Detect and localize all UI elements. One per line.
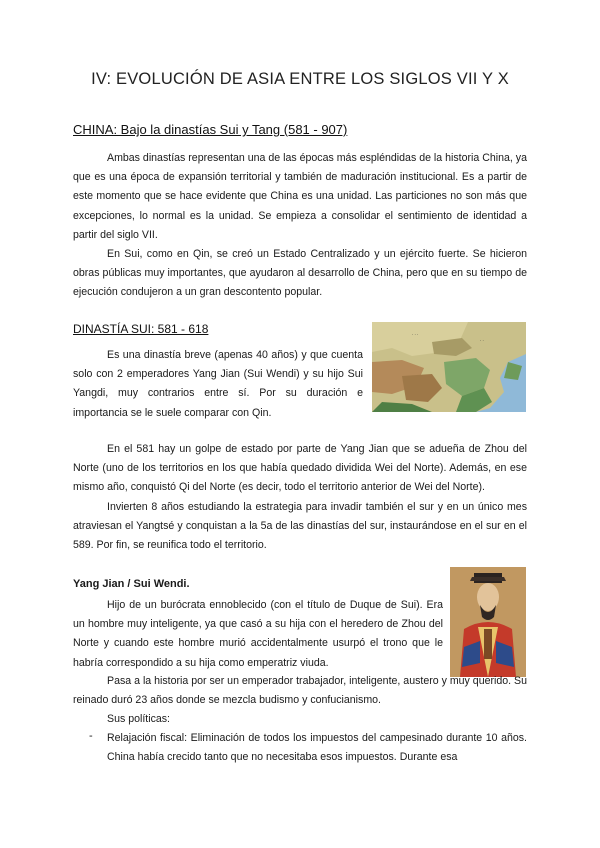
paragraph-sui-qin: En Sui, como en Qin, se creó un Estado Centralizado y un ejército fuerte. Se hicieron obras públicas muy importantes, que ayudaron al desarrollo de China, pero que en su tiempo de ejecución condujeron a un gran descontento popular. bbox=[73, 248, 527, 299]
emperor-portrait-image bbox=[450, 567, 526, 677]
paragraph-yang-jian-reign: Pasa a la historia por ser un emperador trabajador, inteligente, austero y muy querido. Su reinado duró 23 años donde se mezcla budismo y confucianismo. bbox=[73, 675, 527, 707]
china-map-image bbox=[372, 322, 526, 412]
document-title: IV: EVOLUCIÓN DE ASIA ENTRE LOS SIGLOS VII Y X bbox=[91, 70, 509, 88]
subheading-yang-jian: Yang Jian / Sui Wendi. bbox=[73, 578, 190, 590]
svg-text:· ·: · · bbox=[480, 338, 484, 343]
paragraph-policies-label: Sus políticas: bbox=[107, 713, 171, 725]
paragraph-581-coup: En el 581 hay un golpe de estado por parte de Yang Jian que se adueña de Zhou del Norte (uno de los territorios en los que había quedado dividida Wei del Norte). Además, en ese mismo año, conquistó Qi del Norte (es decir, todo el territorio anterior de Wei del Norte). bbox=[73, 443, 527, 494]
bullet-dash: - bbox=[89, 730, 93, 742]
paragraph-intro: Ambas dinastías representan una de las épocas más espléndidas de la historia China, ya que es una época de expansión territorial y también de maduración institucional. Es a partir de este momento que se hace evidente que China es una unidad. Las particiones no son más que excepciones, lo normal es la unidad. Se empieza a consolidar el sentimiento de identidad a partir del siglo VII. bbox=[73, 152, 527, 241]
section-heading-sui: DINASTÍA SUI: 581 - 618 bbox=[73, 322, 209, 336]
bullet-fiscal-relief: Relajación fiscal: Eliminación de todos los impuestos del campesinado durante 10 años. China había crecido tanto que no necesitaba esos impuestos. Durante esa bbox=[107, 732, 527, 764]
section-heading-china: CHINA: Bajo la dinastías Sui y Tang (581 - 907) bbox=[73, 122, 348, 137]
paragraph-south-invasion: Invierten 8 años estudiando la estrategia para invadir también el sur y en un único mes atraviesan el Yangtsé y conquistan a la 5a de las dinastías del sur, instaurándose en el sur en el 589. Por fin, se reunifica todo el territorio. bbox=[73, 501, 527, 552]
paragraph-yang-jian-bio: Hijo de un burócrata ennoblecido (con el título de Duque de Sui). Era un hombre muy inteligente, ya que casó a su hija con el heredero de Zhou del Norte y cuando este hombre murió accidentalmente usurpó el trono que le habría correspondido a su hija como emperatriz viuda. bbox=[73, 599, 443, 669]
svg-text:· · ·: · · · bbox=[412, 332, 419, 337]
paragraph-sui-brief: Es una dinastía breve (apenas 40 años) y que cuenta solo con 2 emperadores Yang Jian (Sui Wendi) y su hijo Sui Yangdi, muy contrarios entre sí. Por su duración e importancia se le suele comparar con Qin. bbox=[73, 349, 363, 419]
